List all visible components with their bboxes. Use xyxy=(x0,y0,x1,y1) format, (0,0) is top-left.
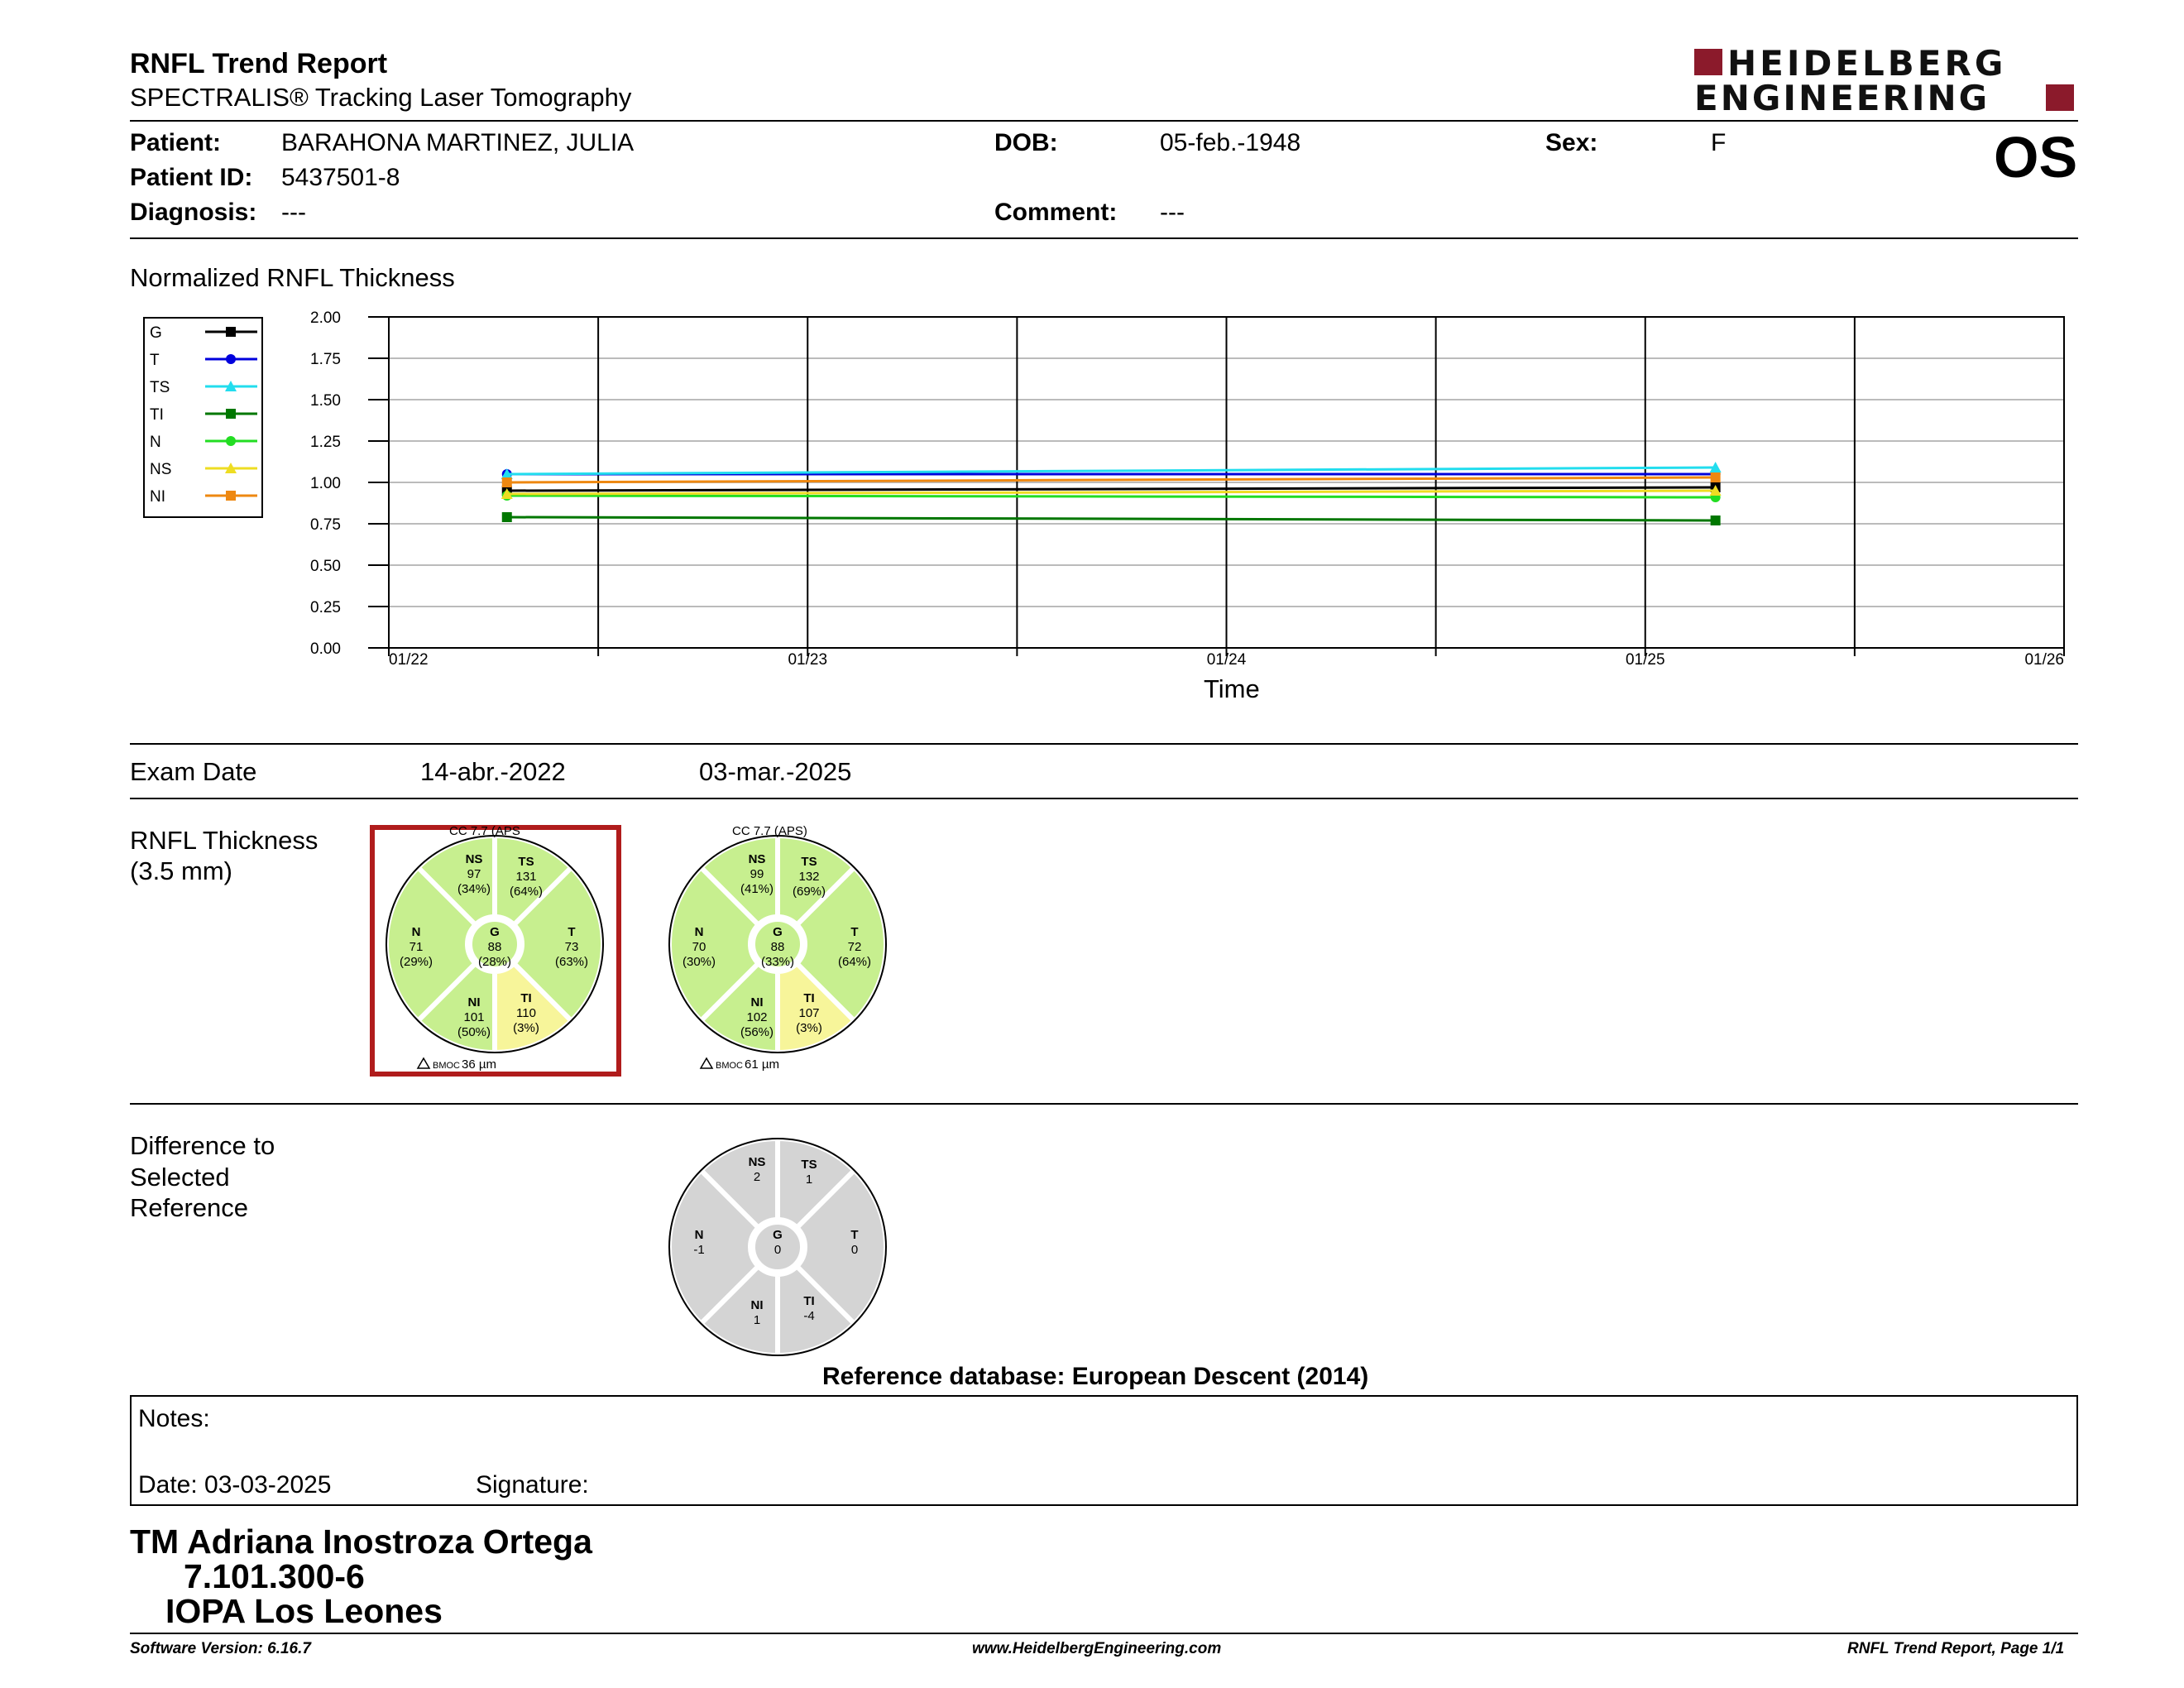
rnfl-chart-1-value-ni: 101 xyxy=(463,1010,485,1024)
rnfl-chart-1-pct-g: (28%) xyxy=(477,955,512,969)
rnfl-chart-2-label-ni: NI xyxy=(750,995,764,1009)
rnfl-chart-2-value-ti: 107 xyxy=(798,1006,820,1020)
y-tick-label: 1.75 xyxy=(310,351,341,368)
patient-id-label: Patient ID: xyxy=(130,164,253,191)
difference-label-2: Selected xyxy=(130,1163,230,1192)
eye-indicator: OS xyxy=(1994,125,2078,189)
legend-label-g: G xyxy=(150,324,162,342)
footer-divider xyxy=(130,1633,2078,1634)
software-version: Software Version: 6.16.7 xyxy=(130,1640,311,1657)
difference-chart-value-g: 0 xyxy=(774,1243,782,1257)
patient-name: BARAHONA MARTINEZ, JULIA xyxy=(281,129,635,156)
rnfl-chart-1-bmo-prefix: BMOC xyxy=(433,1061,460,1071)
rnfl-chart-2-bmo-prefix: BMOC xyxy=(716,1061,743,1071)
sex-value: F xyxy=(1711,129,1727,156)
rnfl-chart-2-pct-t: (64%) xyxy=(837,955,872,969)
difference-chart-label-ts: TS xyxy=(801,1158,817,1172)
y-tick-label: 2.00 xyxy=(310,309,341,327)
rnfl-chart-2-pct-g: (33%) xyxy=(760,955,795,969)
legend-label-ts: TS xyxy=(150,379,170,396)
legend-label-ni: NI xyxy=(150,488,165,506)
x-tick-label: 01/23 xyxy=(788,651,828,669)
rnfl-chart-1-label-ti: TI xyxy=(520,991,532,1005)
rnfl-chart-1-label-n: N xyxy=(411,925,421,939)
rnfl-chart-1-value-ti: 110 xyxy=(516,1006,536,1020)
difference-chart-label-g: G xyxy=(773,1228,783,1242)
rnfl-chart-2-pct-ti: (3%) xyxy=(796,1021,822,1035)
logo-line1: HEIDELBERG xyxy=(1727,43,2007,84)
chart-title: Normalized RNFL Thickness xyxy=(130,263,455,292)
difference-chart-value-ns: 2 xyxy=(753,1170,761,1184)
rnfl-chart-2-value-ni: 102 xyxy=(746,1010,768,1024)
legend-label-n: N xyxy=(150,434,161,451)
diagnosis-label: Diagnosis: xyxy=(130,199,257,226)
report-subtitle: SPECTRALIS® Tracking Laser Tomography xyxy=(130,83,632,112)
x-tick-label: 01/22 xyxy=(389,651,429,669)
difference-chart-value-n: -1 xyxy=(693,1243,705,1257)
legend-label-ti: TI xyxy=(150,406,164,424)
rnfl-chart-2-value-ts: 132 xyxy=(798,870,820,884)
difference-chart-value-t: 0 xyxy=(850,1243,859,1257)
rnfl-chart-1-value-t: 73 xyxy=(564,940,579,954)
rnfl-chart-2-label-ts: TS xyxy=(801,855,817,869)
website-link[interactable]: www.HeidelbergEngineering.com xyxy=(972,1640,1222,1657)
difference-chart-label-ns: NS xyxy=(748,1155,766,1169)
y-tick-label: 0.75 xyxy=(310,516,341,534)
rnfl-chart-2-value-n: 70 xyxy=(692,940,706,954)
rnfl-chart-2-label-g: G xyxy=(773,925,783,939)
page-number: RNFL Trend Report, Page 1/1 xyxy=(1847,1640,2065,1657)
rnfl-chart-2-label-ns: NS xyxy=(748,852,766,866)
rnfl-chart-2-cc: CC 7.7 (APS) xyxy=(732,824,807,838)
rnfl-chart-1-value-g: 88 xyxy=(487,940,502,954)
stamp-line1: TM Adriana Inostroza Ortega xyxy=(130,1523,592,1561)
rnfl-chart-2-label-n: N xyxy=(694,925,704,939)
rnfl-chart-2-value-ns: 99 xyxy=(750,867,764,881)
y-tick-label: 0.50 xyxy=(310,558,341,575)
rnfl-chart-1-label-ts: TS xyxy=(518,855,534,869)
rnfl-chart-1-value-ns: 97 xyxy=(467,867,481,881)
stamp-line3: IOPA Los Leones xyxy=(165,1592,443,1630)
notes-box[interactable] xyxy=(130,1395,2078,1506)
x-tick-label: 01/26 xyxy=(2024,651,2064,669)
rnfl-chart-1-pct-t: (63%) xyxy=(554,955,589,969)
rnfl-chart-1-pct-n: (29%) xyxy=(399,955,433,969)
rnfl-chart-1-label-ni: NI xyxy=(467,995,481,1009)
difference-label-1: Difference to xyxy=(130,1131,275,1160)
rnfl-chart-2-value-g: 88 xyxy=(770,940,785,954)
x-axis-label: Time xyxy=(1204,674,1260,703)
difference-chart-label-ni: NI xyxy=(750,1298,764,1312)
notes-label: Notes: xyxy=(138,1405,210,1432)
difference-chart-label-t: T xyxy=(850,1228,859,1242)
rnfl-chart-1-label-t: T xyxy=(568,925,576,939)
rnfl-chart-2-label-t: T xyxy=(850,925,859,939)
rnfl-chart-2-pct-n: (30%) xyxy=(682,955,716,969)
patient-id: 5437501-8 xyxy=(281,164,400,191)
patient-label: Patient: xyxy=(130,129,222,156)
rnfl-chart-1-pct-ni: (50%) xyxy=(457,1025,491,1039)
rnfl-chart-1-value-ts: 131 xyxy=(515,870,537,884)
exam-date-1: 14-abr.-2022 xyxy=(420,757,566,786)
sex-label: Sex: xyxy=(1545,129,1598,156)
rnfl-chart-2-pct-ts: (69%) xyxy=(792,885,826,899)
legend-label-ns: NS xyxy=(150,461,172,478)
rnfl-chart-2-pct-ns: (41%) xyxy=(740,882,774,896)
rnfl-chart-2-delta-icon xyxy=(701,1058,712,1068)
rnfl-chart-1-delta-icon xyxy=(418,1058,429,1068)
y-tick-label: 1.25 xyxy=(310,434,341,451)
rnfl-chart-2-label-ti: TI xyxy=(803,991,815,1005)
report-title: RNFL Trend Report xyxy=(130,48,388,79)
rnfl-label-2: (3.5 mm) xyxy=(130,856,232,885)
difference-chart-value-ti: -4 xyxy=(803,1309,815,1323)
x-tick-label: 01/25 xyxy=(1625,651,1665,669)
difference-label-3: Reference xyxy=(130,1193,249,1222)
y-tick-label: 1.00 xyxy=(310,475,341,492)
rnfl-chart-2-pct-ni: (56%) xyxy=(740,1025,774,1039)
dob-value: 05-feb.-1948 xyxy=(1160,129,1301,156)
stamp-line2: 7.101.300-6 xyxy=(184,1557,365,1595)
exam-date-label: Exam Date xyxy=(130,757,257,786)
y-tick-label: 0.25 xyxy=(310,599,341,616)
rnfl-chart-2-bmo-value: 61 µm xyxy=(745,1057,779,1072)
y-tick-label: 0.00 xyxy=(310,640,341,658)
rnfl-chart-1-value-n: 71 xyxy=(409,940,424,954)
x-tick-label: 01/24 xyxy=(1206,651,1247,669)
rnfl-chart-1-pct-ns: (34%) xyxy=(457,882,491,896)
rnfl-divider xyxy=(130,1103,2078,1105)
rnfl-chart-2-value-t: 72 xyxy=(847,940,862,954)
logo-line2: ENGINEERING xyxy=(1694,78,1990,118)
rnfl-chart-1-label-g: G xyxy=(490,925,500,939)
date-label: Date: 03-03-2025 xyxy=(138,1471,332,1499)
exam-date-2: 03-mar.-2025 xyxy=(699,757,852,786)
comment-label: Comment: xyxy=(994,199,1118,226)
diagnosis-value: --- xyxy=(281,199,306,226)
reference-database: Reference database: European Descent (2014) xyxy=(822,1363,1369,1390)
rnfl-chart-1-bmo-value: 36 µm xyxy=(462,1057,496,1072)
rnfl-chart-1-pct-ts: (64%) xyxy=(509,885,544,899)
difference-chart-label-n: N xyxy=(694,1228,704,1242)
difference-chart-value-ni: 1 xyxy=(753,1313,761,1327)
comment-value: --- xyxy=(1160,199,1185,226)
signature-label: Signature: xyxy=(476,1471,589,1499)
legend-label-t: T xyxy=(150,352,160,369)
difference-chart-label-ti: TI xyxy=(803,1294,815,1308)
rnfl-chart-1-cc: CC 7.7 (APS xyxy=(449,824,520,838)
difference-chart-value-ts: 1 xyxy=(805,1172,813,1187)
rnfl-chart-1-label-ns: NS xyxy=(465,852,483,866)
y-tick-label: 1.50 xyxy=(310,392,341,410)
dob-label: DOB: xyxy=(994,129,1058,156)
rnfl-chart-1-pct-ti: (3%) xyxy=(513,1021,539,1035)
rnfl-label-1: RNFL Thickness xyxy=(130,826,318,855)
